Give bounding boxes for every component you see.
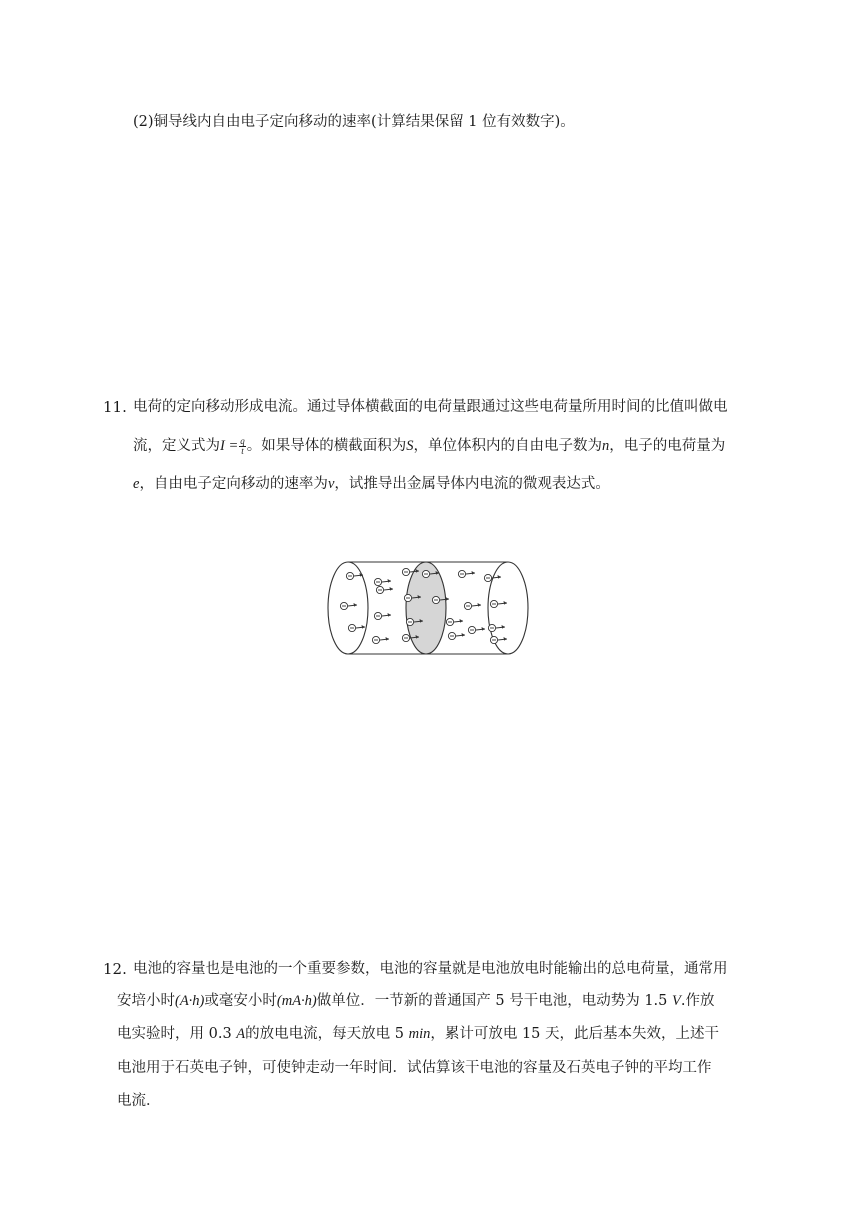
q12-text: 做单位．一节新的普通国产 5 号干电池，电动势为 1.5 — [316, 993, 672, 1009]
var-v: v — [327, 476, 335, 492]
var-S: S — [406, 438, 414, 454]
q12-text: 安培小时 — [117, 993, 175, 1009]
electron-icon — [464, 602, 481, 609]
conductor-electron-figure — [322, 556, 532, 660]
question-11-line2 — [133, 436, 725, 456]
unit-min: min — [408, 1026, 431, 1042]
q11-text: ，电子的电荷量为 — [609, 438, 726, 454]
question-11-number: 11. — [103, 398, 127, 416]
question-12-line3 — [117, 1024, 719, 1044]
question-12-line4: 电池用于石英电子钟，可使钟走动一年时间．试估算该干电池的容量及石英电子钟的平均工作 — [117, 1060, 712, 1076]
q12-text: 的放电电流，每天放电 5 — [245, 1026, 409, 1042]
electron-icon — [374, 612, 391, 619]
electron-icon — [468, 626, 485, 633]
fraction-numerator: q — [240, 435, 245, 446]
current-formula-fraction — [239, 437, 246, 456]
q11-text: ，试推导出金属导体内电流的微观表达式。 — [334, 476, 610, 492]
var-e: e — [133, 476, 140, 492]
electron-icon — [372, 636, 389, 643]
var-n: n — [602, 438, 610, 454]
current-formula-lhs: I = — [220, 438, 239, 454]
q12-text: ，累计可放电 15 天，此后基本失效，上述干 — [430, 1026, 720, 1042]
q12-text: 电实验时，用 0.3 — [117, 1026, 237, 1042]
fraction-denominator: t — [241, 445, 244, 456]
electron-icon — [374, 578, 391, 585]
unit-mAh: (mA·h) — [276, 993, 317, 1009]
question-12-line2 — [117, 991, 714, 1011]
question-11-line1: 电荷的定向移动形成电流。通过导体横截面的电荷量跟通过这些电荷量所用时间的比值叫做电 — [133, 399, 728, 415]
q12-text: 或毫安小时 — [204, 993, 277, 1009]
q11-text: ，单位体积内的自由电子数为 — [413, 438, 602, 454]
electron-icon — [446, 618, 463, 625]
q11-text: ，自由电子定向移动的速率为 — [139, 476, 328, 492]
q11-text: 流，定义式为 — [133, 438, 220, 454]
question-12-line5: 电流． — [117, 1093, 161, 1109]
unit-V: V — [672, 993, 681, 1009]
question-12-line1: 电池的容量也是电池的一个重要参数，电池的容量就是电池放电时能输出的总电荷量，通常用 — [133, 961, 728, 977]
question-12-number: 12. — [103, 960, 127, 978]
question-11-line3 — [133, 474, 610, 494]
unit-A: A — [236, 1026, 246, 1042]
electron-icon — [448, 632, 465, 639]
q11-text: 。如果导体的横截面积为 — [246, 438, 407, 454]
electron-icon — [376, 586, 393, 593]
part2-text: (2)铜导线内自由电子定向移动的速率(计算结果保留 1 位有效数字)。 — [133, 114, 575, 130]
unit-Ah: (A·h) — [175, 993, 205, 1009]
q12-text: .作放 — [680, 993, 715, 1009]
electron-icon — [458, 570, 475, 577]
